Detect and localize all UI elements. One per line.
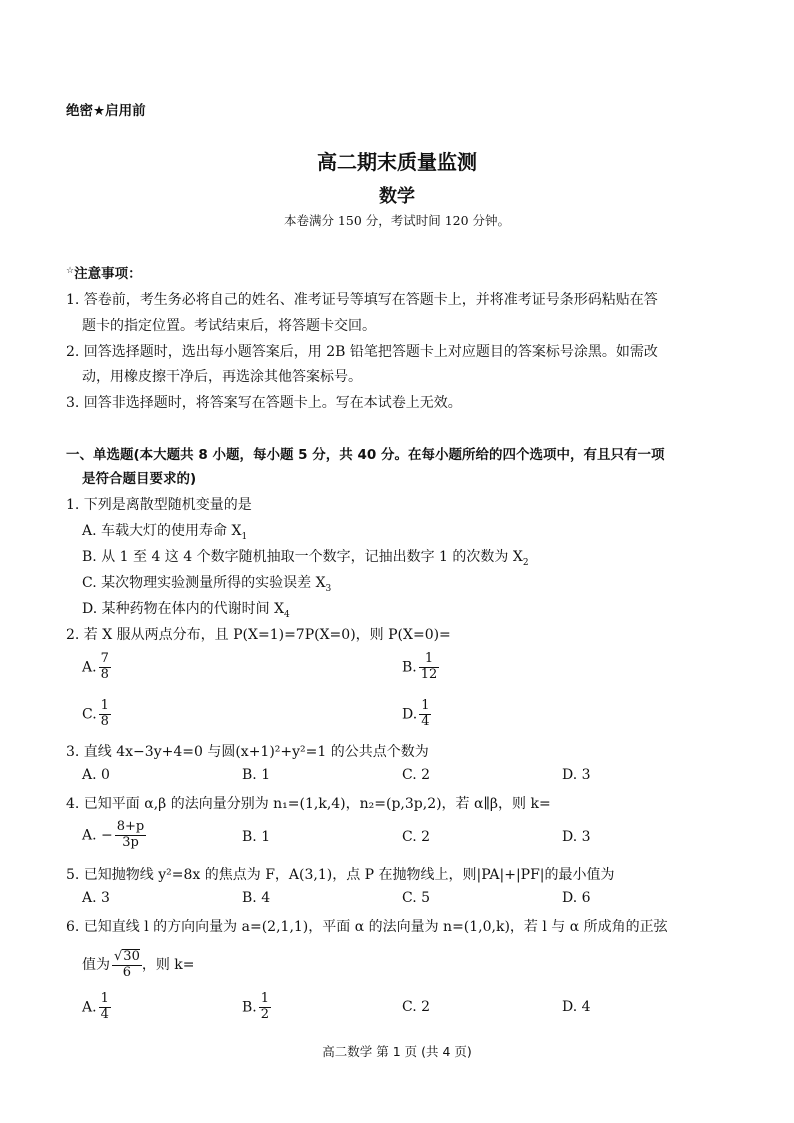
q2-a-num: 7 [100,651,109,666]
q6-option-b-fraction [259,992,271,1023]
q2-option-c [82,699,111,730]
q2-stem: 2. 若 X 服从两点分布，且 P(X=1)=7P(X=0)，则 P(X=0)= [66,627,451,643]
q6-option-c: C. 2 [402,999,431,1015]
q1-option-c-text: C. 某次物理实验测量所得的实验误差 X [82,575,326,591]
q6-line2-post: ，则 k= [141,956,195,973]
q6-frac-den: 6 [112,965,142,981]
section-heading-line2: 是符合题目要求的) [82,471,197,487]
q4-a-den: 3p [115,835,147,851]
q6-value-fraction [112,949,142,981]
q2-d-num: 1 [421,698,430,713]
q2-option-b-fraction [419,652,440,683]
q2-d-den: 4 [421,713,430,729]
q3-option-d: D. 3 [562,767,591,783]
q5-option-d: D. 6 [562,890,591,906]
q6-frac-radicand: 30 [123,949,140,964]
q1-option-c [82,572,331,594]
q5-option-c: C. 5 [402,890,431,906]
q4-option-a [82,820,146,851]
q2-a-den: 8 [100,666,109,682]
section-heading-line1: 一、单选题(本大题共 8 小题，每小题 5 分，共 40 分。在每小题所给的四个选项中，有且只有一项 [66,447,665,463]
q6-option-a-label: A. [82,999,97,1016]
q4-option-a-label: A. − [82,827,113,844]
q4-stem: 4. 已知平面 α,β 的法向量分别为 n₁=(1,k,4)，n₂=(p,3p,2)，若 α∥β，则 k= [66,796,551,812]
q1-stem: 1. 下列是离散型随机变量的是 [66,497,252,513]
notice-heading-text: 注意事项： [74,266,142,282]
q6-b-den: 2 [260,1006,270,1022]
notice-item-1-line2: 题卡的指定位置。考试结束后，将答题卡交回。 [82,318,376,334]
q6-a-num: 1 [100,991,109,1006]
q6-line2-pre: 值为 [82,956,110,973]
q2-option-d-label: D. [402,706,418,723]
q4-a-num: 8+p [116,819,145,834]
q2-option-b-label: B. [402,659,417,676]
q3-option-c: C. 2 [402,767,431,783]
q1-option-c-sub: 3 [325,583,332,594]
q2-option-d-fraction [419,699,431,730]
q2-b-num: 1 [424,651,434,666]
q1-option-a-text: A. 车载大灯的使用寿命 X [82,523,242,539]
q2-b-den: 12 [420,666,438,682]
q5-option-b: B. 4 [242,890,271,906]
q2-option-c-fraction [99,699,111,730]
q4-option-b: B. 1 [242,829,271,845]
q6-option-a-fraction [99,992,111,1023]
exam-info: 本卷满分 150 分，考试时间 120 分钟。 [283,213,511,228]
q1-option-d-text: D. 某种药物在体内的代谢时间 X [82,601,285,617]
q6-option-a [82,992,111,1023]
q2-option-a-label: A. [82,659,97,676]
notice-heading [66,262,142,282]
notice-item-1-line1: 1. 答卷前，考生务必将自己的姓名、准考证号等填写在答题卡上，并将准考证号条形码粘贴在答 [66,292,658,308]
q2-option-b [402,652,439,683]
q1-option-d-sub: 4 [284,609,290,620]
q3-option-b: B. 1 [242,767,271,783]
q5-option-a: A. 3 [82,890,110,906]
q4-option-d: D. 3 [562,829,591,845]
exam-title: 高二期末质量监测 [317,150,477,174]
page-footer: 高二数学 第 1 页 (共 4 页) [322,1044,472,1059]
q1-option-a [82,520,247,542]
q3-option-a: A. 0 [82,767,110,783]
q1-option-b-sub: 2 [522,557,529,568]
notice-item-2-line2: 动，用橡皮擦干净后，再选涂其他答案标号。 [82,369,362,385]
subject-title: 数学 [379,186,415,207]
q2-option-a-fraction [99,652,111,683]
q2-c-num: 1 [100,698,109,713]
secret-label: 绝密★启用前 [66,103,146,119]
q6-option-b [242,992,271,1023]
q2-option-a [82,652,111,683]
q6-stem-line2 [82,949,195,981]
q2-c-den: 8 [100,713,109,729]
q6-option-b-label: B. [242,999,257,1016]
q6-stem-line1: 6. 已知直线 l 的方向向量为 a=(2,1,1)，平面 α 的法向量为 n=(1,0,k)，若 l 与 α 所成角的正弦 [66,919,668,935]
q5-stem: 5. 已知抛物线 y²=8x 的焦点为 F，A(3,1)，点 P 在抛物线上，则|PA|+|PF|的最小值为 [66,867,615,883]
notice-item-2-line1: 2. 回答选择题时，选出每小题答案后，用 2B 铅笔把答题卡上对应题目的答案标号涂黑。如需改 [66,344,658,360]
star-icon: ☆ [66,266,75,276]
q6-a-den: 4 [100,1006,109,1022]
q1-option-b [82,546,529,568]
q1-option-d [82,598,290,620]
q4-option-c: C. 2 [402,829,431,845]
q1-option-b-text: B. 从 1 至 4 这 4 个数字随机抽取一个数字，记抽出数字 1 的次数为 X [82,549,523,565]
q1-option-a-sub: 1 [241,531,248,542]
q4-option-a-fraction [115,820,147,851]
q2-option-d [402,699,431,730]
q6-b-num: 1 [260,991,270,1006]
notice-item-3: 3. 回答非选择题时，将答案写在答题卡上。写在本试卷上无效。 [66,395,462,411]
q6-option-d: D. 4 [562,999,591,1015]
q2-option-c-label: C. [82,706,97,723]
q6-frac-num: √30 [114,949,140,964]
q3-stem: 3. 直线 4x−3y+4=0 与圆(x+1)²+y²=1 的公共点个数为 [66,744,429,760]
